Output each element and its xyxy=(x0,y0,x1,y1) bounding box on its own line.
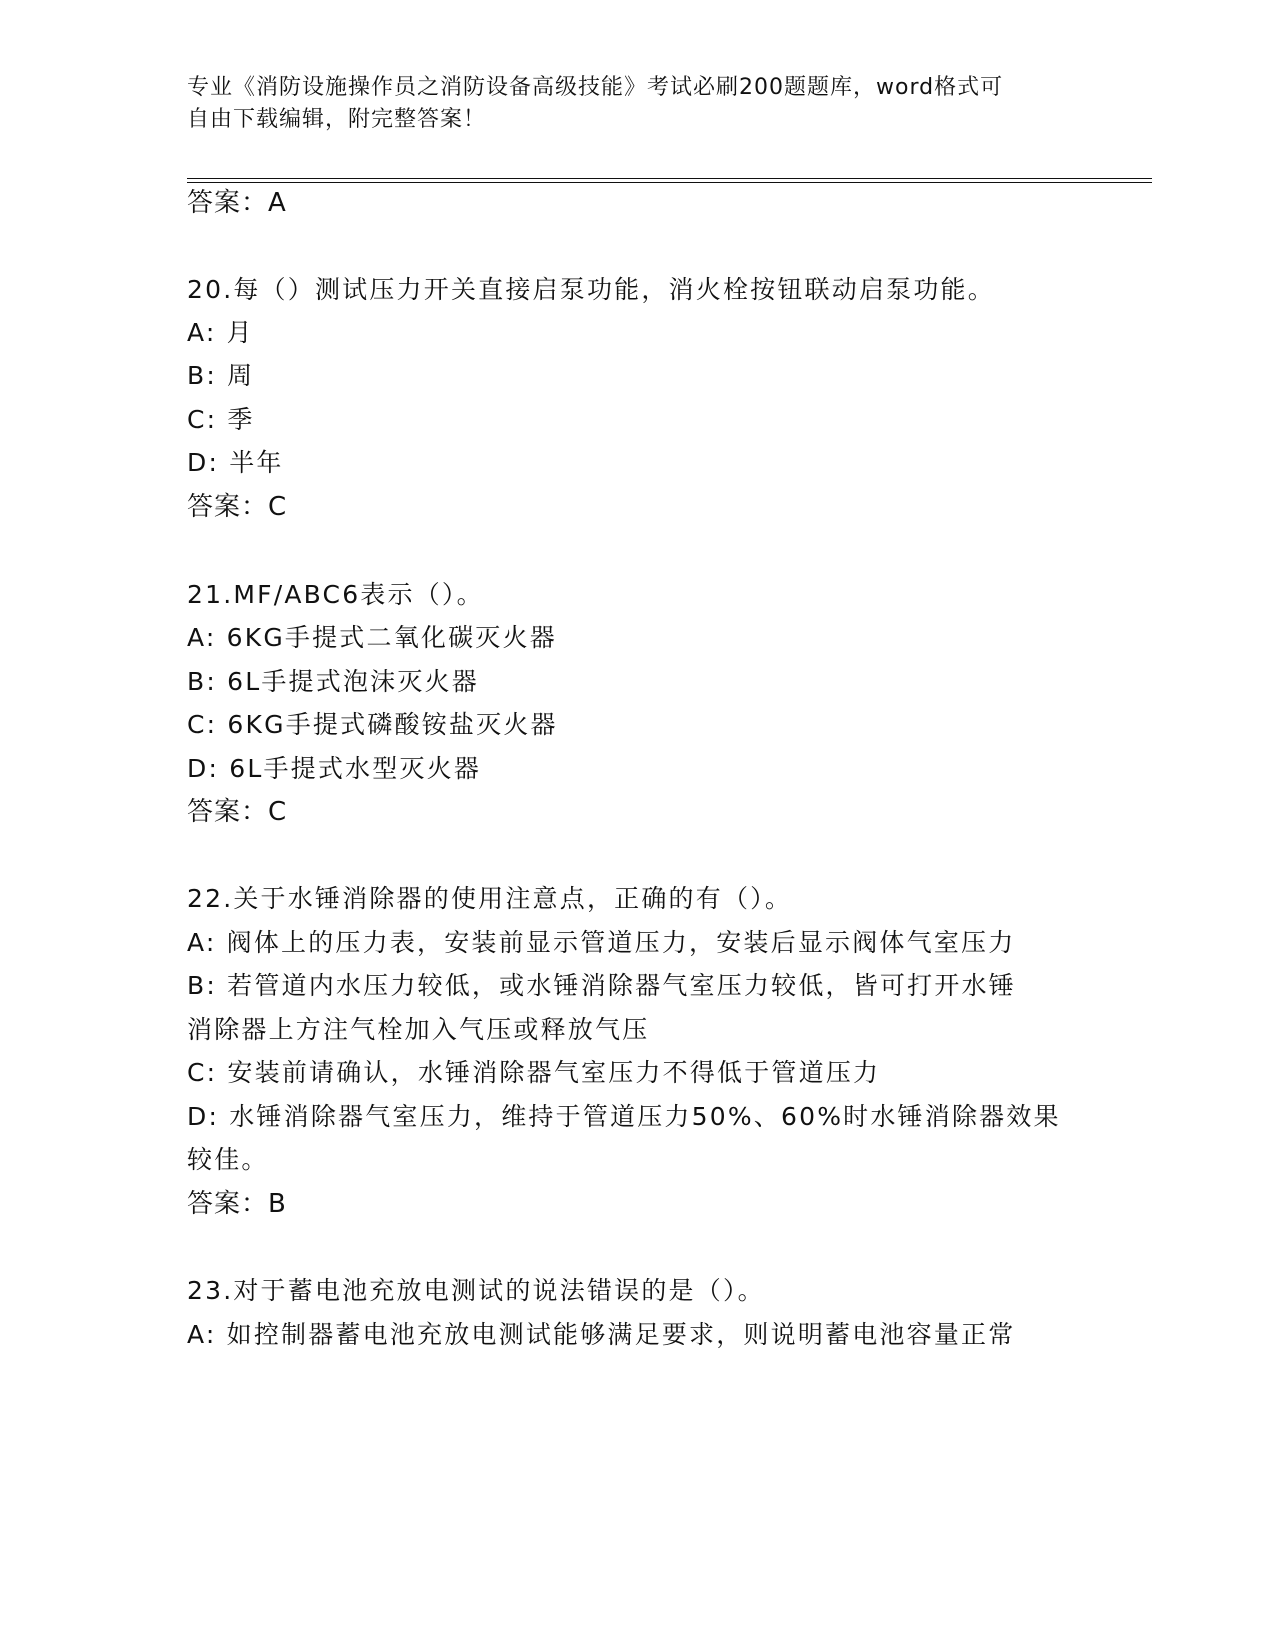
q22-option-d: D: 水锤消除器气室压力，维持于管道压力50%、60%时水锤消除器效果 xyxy=(187,1102,1061,1131)
q20-option-c: C: 季 xyxy=(187,405,255,434)
q21-option-c: C: 6KG手提式磷酸铵盐灭火器 xyxy=(187,710,558,739)
q22-answer: 答案：B xyxy=(187,1189,287,1219)
q22-option-a: A: 阀体上的压力表，安装前显示管道压力，安装后显示阀体气室压力 xyxy=(187,928,1016,957)
document-header xyxy=(187,72,1087,136)
q22-option-b-continued: 消除器上方注气栓加入气压或释放气压 xyxy=(187,1015,650,1044)
q22-option-c: C: 安装前请确认，水锤消除器气室压力不得低于管道压力 xyxy=(187,1058,881,1087)
header-divider-top xyxy=(187,178,1152,179)
q20-option-b: B: 周 xyxy=(187,361,255,390)
header-divider-bottom xyxy=(187,182,1152,183)
q20-answer: 答案：C xyxy=(187,492,288,522)
q21-option-b: B: 6L手提式泡沫灭火器 xyxy=(187,667,479,696)
question-23: 23.对于蓄电池充放电测试的说法错误的是（）。 xyxy=(187,1276,765,1305)
q20-option-a: A: 月 xyxy=(187,318,254,347)
question-21: 21.MF/ABC6表示（）。 xyxy=(187,580,484,609)
answer-previous: 答案：A xyxy=(187,188,287,218)
q23-option-a: A: 如控制器蓄电池充放电测试能够满足要求，则说明蓄电池容量正常 xyxy=(187,1320,1016,1349)
q22-option-d-continued: 较佳。 xyxy=(187,1145,269,1174)
q21-option-a: A: 6KG手提式二氧化碳灭火器 xyxy=(187,623,557,652)
q21-option-d: D: 6L手提式水型灭火器 xyxy=(187,754,482,783)
header-line-1: 专业《消防设施操作员之消防设备高级技能》考试必刷200题题库，word格式可 xyxy=(187,75,1004,100)
question-20: 20.每（）测试压力开关直接启泵功能，消火栓按钮联动启泵功能。 xyxy=(187,275,995,304)
q22-option-b: B: 若管道内水压力较低，或水锤消除器气室压力较低，皆可打开水锤 xyxy=(187,971,1016,1000)
q20-option-d: D: 半年 xyxy=(187,448,284,477)
header-line-2: 自由下载编辑，附完整答案！ xyxy=(187,107,487,132)
q21-answer: 答案：C xyxy=(187,797,288,827)
question-22: 22.关于水锤消除器的使用注意点，正确的有（）。 xyxy=(187,884,793,913)
